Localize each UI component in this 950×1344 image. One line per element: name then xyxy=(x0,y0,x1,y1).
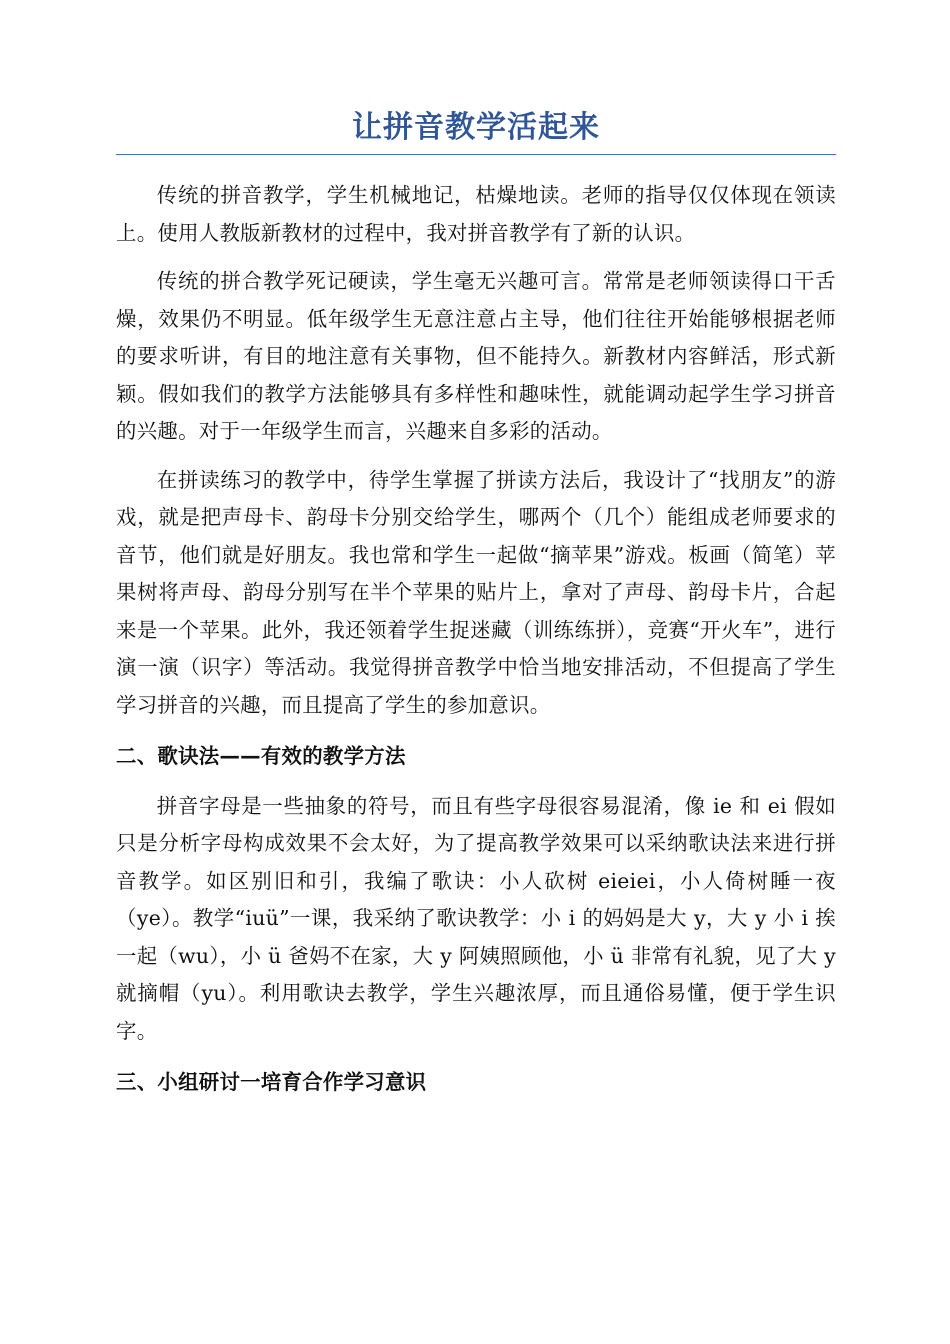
section-heading-rhyme-method: 二、歌诀法——有效的教学方法 xyxy=(116,744,406,768)
document-page xyxy=(116,108,836,1114)
title-underline xyxy=(116,154,836,155)
section-heading-group-discussion: 三、小组研讨一培育合作学习意识 xyxy=(116,1070,427,1094)
paragraph-traditional-teaching: 传统的拼合教学死记硬读，学生毫无兴趣可言。常常是老师领读得口干舌燥，效果仍不明显。低年级学生无意注意占主导，他们往往开始能够根据老师的要求听讲，有目的地注意有关事物，但不能持久。新教材内容鲜活，形式新颖。假如我们的教学方法能够具有多样性和趣味性，就能调动起学生学习拼音的兴趣。对于一年级学生而言，兴趣来自多彩的活动。 xyxy=(116,269,836,443)
paragraph-rhyme-method: 拼音字母是一些抽象的符号，而且有些字母很容易混淆，像 ie 和 ei 假如只是分析字母构成效果不会太好，为了提高教学效果可以采纳歌诀法来进行拼音教学。如区别旧和引，我编了歌诀：小人砍树 eieiei，小人倚树睡一夜（ye）。教学“iuü”一课，我采纳了歌诀教学：小 i 的妈妈是大 y，大 y 小 i 挨一起（wu），小 ü 爸妈不在家，大 y 阿姨照顾他，小 ü 非常有礼貌，见了大 y 就摘帽（yu）。利用歌诀去教学，学生兴趣浓厚，而且通俗易懂，便于学生识字。 xyxy=(116,793,836,1043)
paragraph-intro: 传统的拼音教学，学生机械地记，枯燥地读。老师的指导仅仅体现在领读上。使用人教版新教材的过程中，我对拼音教学有了新的认识。 xyxy=(116,183,836,245)
paragraph-games-activities: 在拼读练习的教学中，待学生掌握了拼读方法后，我设计了“找朋友”的游戏，就是把声母卡、韵母卡分别交给学生，哪两个（几个）能组成老师要求的音节，他们就是好朋友。我也常和学生一起做“摘苹果”游戏。板画（简笔）苹果树将声母、韵母分别写在半个苹果的贴片上，拿对了声母、韵母卡片，合起来是一个苹果。此外，我还领着学生捉迷藏（训练练拼），竞赛“开火车”，进行演一演（识字）等活动。我觉得拼音教学中恰当地安排活动，不但提高了学生学习拼音的兴趣，而且提高了学生的参加意识。 xyxy=(116,467,836,717)
document-title: 让拼音教学活起来 xyxy=(352,110,600,145)
